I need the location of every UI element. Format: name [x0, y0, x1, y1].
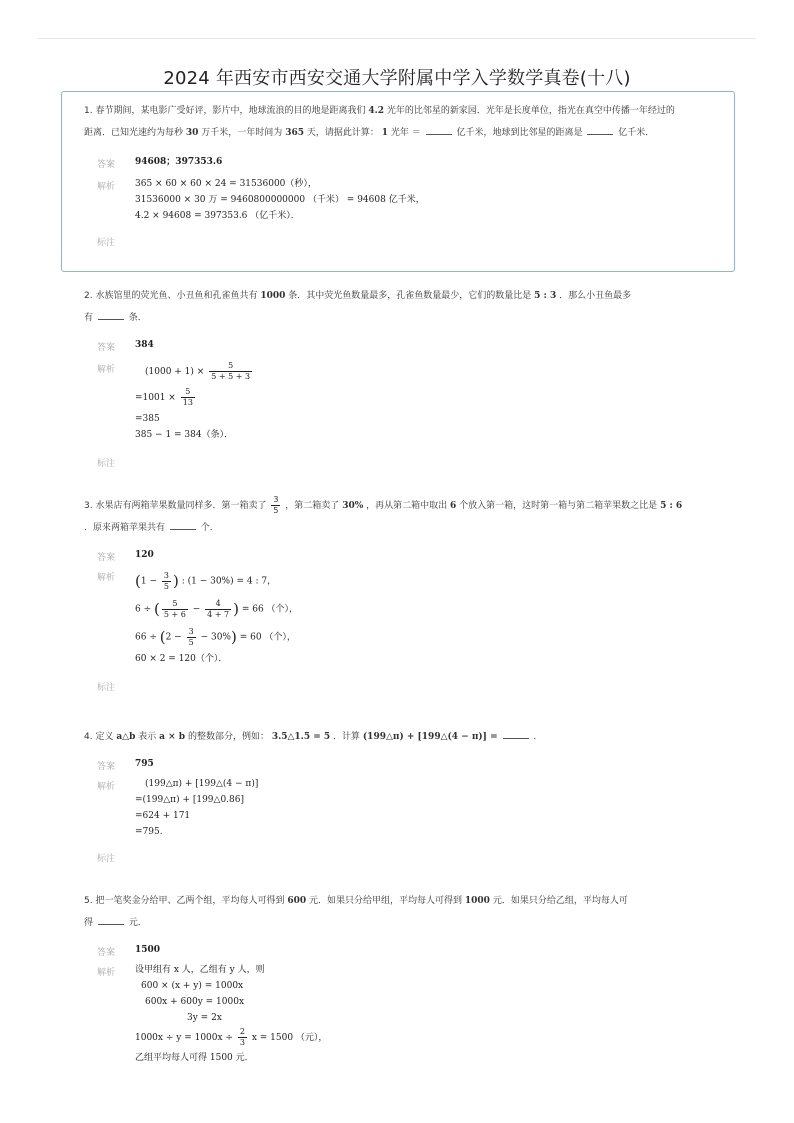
note-label[interactable]: 标注: [97, 683, 116, 693]
answer-row: [97, 154, 712, 170]
fraction: $\frac{3}{5}$: [273, 495, 279, 515]
fraction: $\frac{3}{5}$: [188, 626, 194, 647]
analysis-row: 解析 (1000 + 1) × $\frac{5}{5 + 5 + 3}$ =1001 × $\frac{5}{13}$ =385 385 − 1 = 384（条）．: [97, 361, 251, 440]
note-row[interactable]: [97, 677, 712, 699]
note-row[interactable]: [97, 453, 712, 475]
answer-row: [97, 337, 712, 353]
page-title: 2024 年西安市西安交通大学附属中学入学数学真卷(十八): [163, 68, 631, 89]
answer-row: [97, 547, 712, 563]
answer-blank: [503, 728, 529, 739]
note-row[interactable]: [97, 848, 712, 870]
answer-row: [97, 756, 712, 772]
question-5[interactable]: [62, 890, 734, 1066]
answer-label: 答案: [97, 160, 116, 170]
answer-blank: [587, 124, 613, 135]
question-4[interactable]: [62, 726, 734, 870]
question-5-stem: 5. 把一笔奖金分给甲、乙两个组，平均每人可得到 600 元．如果只分给甲组，平均每人可得到 1000 元．如果只分给乙组，平均每人可 得 元．: [84, 896, 628, 928]
question-1[interactable]: [61, 91, 735, 272]
answer-blank: [170, 519, 196, 530]
note-label[interactable]: 标注: [97, 854, 116, 864]
analysis-row: 解析 365 × 60 × 60 × 24 = 31536000（秒）， 31536000 × 30 万 = 9460800000000 （千米） = 94608 亿千米， 4.2 × 94608 = 397353.6 （亿千米）．: [97, 176, 712, 224]
fraction: $\frac{5}{5 + 5 + 3}$: [211, 361, 251, 381]
analysis-label: 解析: [97, 782, 116, 792]
analysis-label: 解析: [97, 968, 116, 978]
question-4-stem: 4. 定义 a△b 表示 a × b 的整数部分，例如： 3.5△1.5 = 5 ．计算 (199△π) + [199△(4 − π)] = ．: [84, 726, 712, 748]
analysis-label: 解析: [97, 182, 116, 192]
fraction: $\frac{5}{5 + 6}$: [163, 598, 186, 619]
analysis-row: 解析 设甲组有 x 人，乙组有 y 人，则 600 × (x + y) = 1000x 600x + 600y = 1000x 3y = 2x 1000x ÷ y = 1000x ÷ $\frac{2}{3}$ x = 1500 （元）， 乙组平均每人可得 1500 元．: [97, 962, 712, 1066]
question-2[interactable]: [62, 285, 734, 475]
answer-value: 1500: [135, 945, 161, 955]
answer-row: [97, 942, 712, 958]
answer-label: 答案: [97, 762, 116, 772]
analysis-label: 解析: [97, 573, 116, 583]
fraction: $\frac{4}{4 + 7}$: [207, 598, 230, 619]
analysis-row: 解析 (1 − $\frac{3}{5}$ ) : (1 − 30%) = 4 : 7， 6 ÷ ( $\frac{5}{5 + 6}$ − $\frac{4}{4 + 7}$ ) = 66 （个）， 66 ÷ (2 − $\frac{3}{5}$ − 30%) = 60 （个）， 60 × 2 = 120（个）．: [97, 567, 712, 667]
fraction: $\frac{2}{3}$: [239, 1027, 245, 1047]
answer-value: 795: [135, 759, 154, 769]
fraction: $\frac{3}{5}$: [163, 570, 169, 591]
note-label[interactable]: 标注: [97, 459, 116, 469]
answer-value: 120: [135, 550, 154, 560]
answer-blank: [98, 914, 124, 925]
note-row[interactable]: [97, 232, 712, 254]
note-label[interactable]: 标注: [97, 238, 116, 248]
answer-label: 答案: [97, 553, 116, 563]
answer-value: 94608；397353.6: [135, 157, 223, 167]
analysis-label: 解析: [97, 365, 116, 375]
analysis-row: 解析 (199△π) + [199△(4 − π)] =(199△π) + [199△0.86] =624 + 171 =795.: [97, 776, 712, 840]
answer-label: 答案: [97, 343, 116, 353]
answer-blank: [98, 309, 124, 320]
answer-value: 384: [135, 340, 154, 350]
answer-label: 答案: [97, 948, 116, 958]
question-3-stem: 3. 水果店有两箱苹果数量同样多．第一箱卖了 $\frac{3}{5}$ ，第二箱卖了 30% ，再从第二箱中取出 6 个放入第一箱，这时第一箱与第二箱苹果数之比是 5 : 6 ．原来两箱苹果共有 个．: [84, 495, 683, 533]
question-3[interactable]: [62, 495, 734, 699]
question-2-stem: 2. 水族馆里的荧光鱼、小丑鱼和孔雀鱼共有 1000 条．其中荧光鱼数量最多，孔雀鱼数量最少，它们的数量比是 5 : 3 ．那么小丑鱼最多 有 条．: [84, 291, 632, 323]
fraction: $\frac{5}{13}$: [182, 387, 193, 407]
question-1-stem: 1. 春节期间，某电影广受好评，影片中，地球流浪的目的地是距离我们 4.2 光年的比邻星的新家园．光年是长度单位，指光在真空中传播一年经过的 距离．已知光速约为每秒 30 万千米，一年时间为 365 天，请据此计算： 1 光年 ＝ 亿千米，地球到比邻星的距离是 亿千米．: [84, 106, 675, 138]
answer-blank: [426, 124, 452, 135]
header-divider: [38, 38, 756, 39]
